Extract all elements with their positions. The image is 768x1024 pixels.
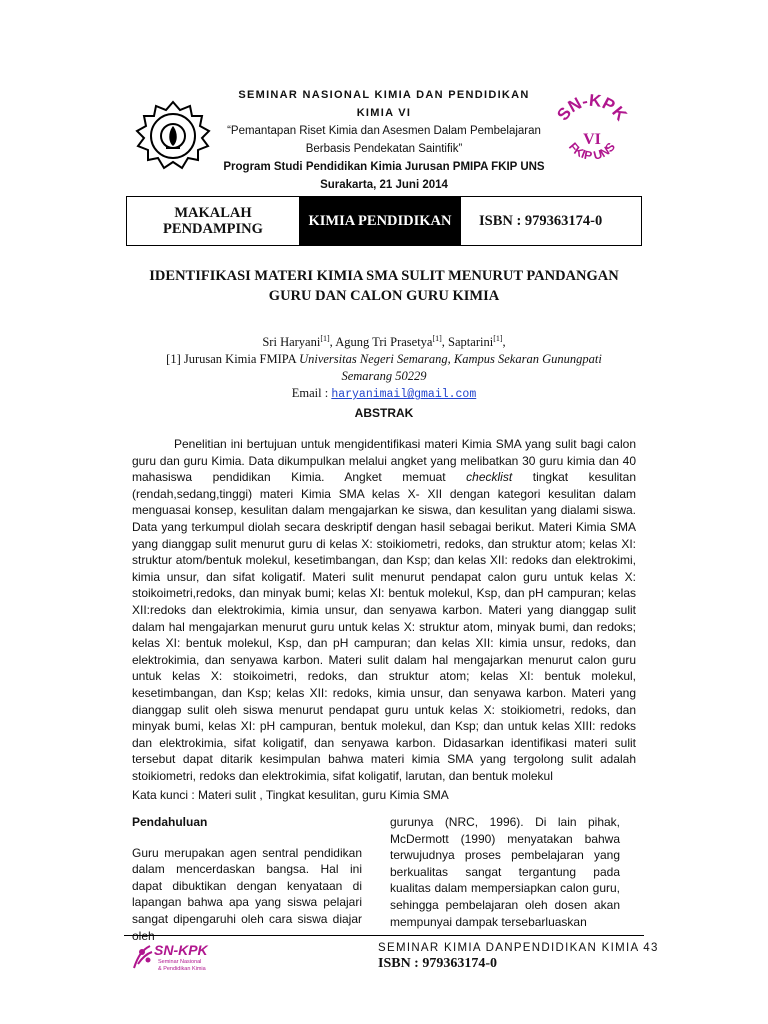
affiliation-line-2: Semarang 50229: [341, 369, 427, 384]
keywords: Kata kunci : Materi sulit , Tingkat kesulitan, guru Kimia SMA: [132, 788, 449, 802]
authors-block: [120, 330, 648, 403]
affiliation-university: Universitas Negeri Semarang, Kampus Sekaran Gunungpati: [299, 352, 602, 367]
seminar-title: SEMINAR NASIONAL KIMIA DAN PENDIDIKAN KIMIA VI: [238, 89, 530, 119]
affiliation-line: [120, 351, 648, 368]
date-line: Surakarta, 21 Juni 2014: [320, 179, 448, 191]
sn-kpk-logo-numeral: VI: [583, 131, 601, 148]
body-column-left: [132, 814, 362, 944]
paper-title: [120, 266, 648, 306]
email-line: [120, 385, 648, 403]
body-text-left: Guru merupakan agen sentral pendidikan dalam mencerdaskan bangsa. Hal ini dapat dibuktikan dengan kenyataan di lapangan bahwa apa yang siswa pelajari sangat dipengaruhi oleh cara siswa diajar oleh: [132, 845, 362, 943]
program-line: Program Studi Pendidikan Kimia Jurusan PMIPA FKIP UNS: [223, 161, 545, 173]
header-text: [220, 86, 548, 194]
footer-sn-kpk-logo: [132, 940, 228, 972]
author-2-sup: [1]: [432, 334, 442, 343]
footer-seminar-text: SEMINAR KIMIA DANPENDIDIKAN KIMIA 43: [378, 942, 659, 954]
abstract-heading: ABSTRAK: [354, 406, 414, 420]
author-end: ,: [502, 335, 506, 350]
theme-line-2: Berbasis Pendekatan Saintifik”: [305, 143, 463, 155]
affiliation-prefix: [1] Jurusan Kimia FMIPA: [166, 352, 300, 367]
info-box: [126, 196, 642, 246]
uns-emblem-logo: [132, 98, 214, 174]
footer-logo-sub-2: & Pendidikan Kimia: [158, 966, 206, 972]
footer-divider: [124, 935, 644, 936]
email-label: Email :: [291, 386, 332, 401]
makalah-pendamping-cell: MAKALAH PENDAMPING: [163, 205, 263, 237]
author-1-sup: [1]: [320, 334, 330, 343]
sn-kpk-logo-text: SN-KPK: [553, 92, 631, 125]
sn-kpk-logo: [552, 92, 632, 172]
author-1: Sri Haryani: [262, 335, 321, 350]
section-heading-pendahuluan: Pendahuluan: [132, 815, 208, 829]
abstract-italic-term: checklist: [466, 470, 513, 485]
author-3: , Saptarini: [441, 335, 494, 350]
author-3-sup: [1]: [493, 334, 503, 343]
paper-title-line-2: GURU DAN CALON GURU KIMIA: [268, 288, 500, 304]
footer-isbn: ISBN : 979363174-0: [378, 956, 498, 971]
author-line: [120, 330, 648, 351]
theme-line-1: “Pemantapan Riset Kimia dan Asesmen Dalam Pembelajaran: [227, 125, 541, 137]
body-text-right: gurunya (NRC, 1996). Di lain pihak, McDermott (1990) menyatakan bahwa terwujudnya proses pembelajaran yang berkualitas sangat tergantung pada kualitas dalam mempersiapkan calon guru, sehingga pembelajaran oleh dosen akan mempunyai dampak tersebarluaskan: [390, 815, 620, 929]
footer-logo-text: SN-KPK: [154, 942, 208, 958]
abstract-text: Penelitian ini bertujuan untuk mengidentifikasi materi Kimia SMA yang sulit bagi calon guru dan guru Kimia. Data dikumpulkan melalui angket yang melibatkan 30 guru kimia dan 40 mahasiswa pendidikan Kimia. Angket memuat checklist tingkat kesulitan (rendah,sedang,tinggi) materi Kimia SMA kelas X- XII dengan kategori kesulitan dalam menguasai konsep, kesulitan dalam mengajarkan ke siswa, dan kesulitan yang dialami siswa. Data yang terkumpul diolah secara deskriptif dengan hasil sebagai berikut. Materi Kimia SMA yang dianggap sulit menurut guru di kelas X: stoikiometri, redoks, dan struktur atom; kelas XI: struktur atom/bentuk molekul, kesetimbangan, dan Ksp; dan kelas XII: redoks dan elektrokimi, kimia unsur, dan sifat koligatif. Materi sulit menurut pendapat calon guru untuk kelas X: stoikoimetri,redoks, dan minyak bumi; kelas XI: bentuk molekul, Ksp, dan pH campuran; kelas XII:redoks dan elektrokimia, kimia unsur, dan senyawa karbon. Materi yang dianggap sulit dalam hal mengajarkan menurut guru untuk kelas X: struktur atom, minyak bumi, dan redoks; kelas XI: bentuk molekul, Ksp, dan pH campuran; dan kelas XII: kimia unsur, redoks, dan elektrokimia, dan senyawa karbon. Materi sulit dalam hal mengajarkan menurut calon guru untuk kelas X: stoikoimetri, redoks, dan struktur atom; kelas XI: bentuk molekul, kesetimbangan, dan Ksp; kelas XII: redoks, kimia unsur, dan senyawa karbon. Materi yang dianggap sulit oleh siswa menurut pendapat guru untuk kelas X: stoikiometri, redoks, dan minyak bumi, kelas XI: pH campuran, bentuk molekul, dan Ksp; dan untuk kelas XIII: redoks dan elektrokimia, sifat koligatif, dan senyawa karbon. Didasarkan identifikasi materi sulit tersebut dapat ditarik kesimpulan bahwa materi kimia SMA yang tergolong sulit adalah stoikiometri, redoks dan elektrokimia, sifat koligatif, larutan, dan bentuk molekul: [132, 437, 636, 783]
isbn-cell: ISBN : 979363174-0: [479, 213, 603, 229]
footer-logo-sub-1: Seminar Nasional: [158, 959, 202, 965]
paper-title-line-1: IDENTIFIKASI MATERI KIMIA SMA SULIT MENURUT PANDANGAN: [149, 268, 619, 284]
email-link[interactable]: haryanimail@gmail.com: [331, 388, 477, 402]
svg-text:SN-KPK: [553, 92, 631, 125]
body-column-right: [390, 814, 620, 930]
kimia-pendidikan-cell: KIMIA PENDIDIKAN: [299, 197, 461, 245]
author-2: , Agung Tri Prasetya: [329, 335, 433, 350]
sn-kpk-logo-sub: FKIP UNS: [565, 139, 619, 163]
